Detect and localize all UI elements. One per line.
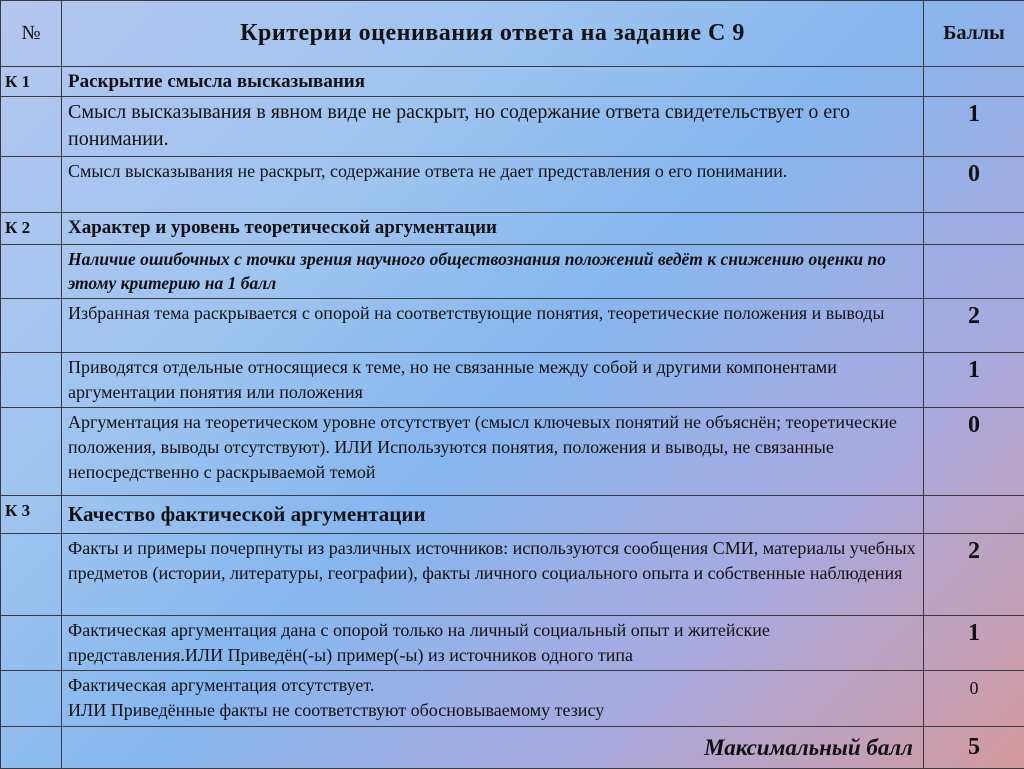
criterion-number (1, 534, 62, 616)
score-cell: 0 (924, 157, 1024, 213)
criterion-number (1, 157, 62, 213)
table-row (1, 496, 1024, 534)
table-row (1, 671, 1024, 727)
criterion-number (1, 97, 62, 157)
score-cell (924, 213, 1024, 245)
criterion-number (1, 408, 62, 496)
criterion-number (1, 616, 62, 671)
max-score-value: 5 (924, 727, 1024, 769)
criterion-number (1, 245, 62, 299)
criterion-description (62, 671, 924, 727)
header-row (1, 1, 1024, 67)
criterion-number: К 2 (1, 213, 62, 245)
table-row (1, 157, 1024, 213)
table-row (1, 534, 1024, 616)
criterion-title: Раскрытие смысла высказывания (62, 67, 924, 97)
max-score-label: Максимальный балл (62, 727, 924, 769)
criterion-number (1, 671, 62, 727)
criterion-description: Смысл высказывания не раскрыт, содержание ответа не дает представления о его понимании. (62, 157, 924, 213)
criterion-note: Наличие ошибочных с точки зрения научного обществознания положений ведёт к снижению оценки по этому критерию на 1 балл (62, 245, 924, 299)
header-score: Баллы (924, 1, 1024, 67)
description-line-2: ИЛИ Приведённые факты не соответствуют обосновываемому тезису (68, 698, 917, 723)
table-row (1, 408, 1024, 496)
score-cell: 0 (924, 408, 1024, 496)
score-cell: 1 (924, 616, 1024, 671)
table-row (1, 245, 1024, 299)
header-num: № (1, 1, 62, 67)
criterion-description: Факты и примеры почерпнуты из различных источников: используются сообщения СМИ, материалы учебных предметов (истории, литературы, географии), факты личного социального опыта и собственные наблюдения (62, 534, 924, 616)
table-row (1, 67, 1024, 97)
criterion-description: Смысл высказывания в явном виде не раскрыт, но содержание ответа свидетельствует о его понимании. (62, 97, 924, 157)
criterion-number (1, 299, 62, 353)
criterion-number: К 3 (1, 496, 62, 534)
criterion-title: Характер и уровень теоретической аргументации (62, 213, 924, 245)
score-cell: 0 (924, 671, 1024, 727)
header-title: Критерии оценивания ответа на задание С 9 (62, 1, 924, 67)
criterion-number: К 1 (1, 67, 62, 97)
score-cell: 2 (924, 534, 1024, 616)
score-cell (924, 496, 1024, 534)
table-row (1, 353, 1024, 408)
criterion-description: Приводятся отдельные относящиеся к теме, но не связанные между собой и другими компонентами аргументации понятия или положения (62, 353, 924, 408)
criterion-description: Избранная тема раскрывается с опорой на соответствующие понятия, теоретические положения и выводы (62, 299, 924, 353)
criterion-description: Фактическая аргументация дана с опорой только на личный социальный опыт и житейские представления.ИЛИ Приведён(-ы) пример(-ы) из источников одного типа (62, 616, 924, 671)
score-cell (924, 67, 1024, 97)
score-cell: 2 (924, 299, 1024, 353)
description-line-1: Фактическая аргументация отсутствует. (68, 673, 917, 698)
table-row (1, 97, 1024, 157)
table-row (1, 213, 1024, 245)
table-row (1, 299, 1024, 353)
score-cell (924, 245, 1024, 299)
score-cell: 1 (924, 353, 1024, 408)
empty-cell (1, 727, 62, 769)
criterion-title: Качество фактической аргументации (62, 496, 924, 534)
criterion-description: Аргументация на теоретическом уровне отсутствует (смысл ключевых понятий не объяснён; теоретические положения, выводы отсутствуют). ИЛИ Используются понятия, положения и выводы, не связанные непосредственно с раскрываемой темой (62, 408, 924, 496)
max-score-row (1, 727, 1024, 769)
criterion-number (1, 353, 62, 408)
table-row (1, 616, 1024, 671)
score-cell: 1 (924, 97, 1024, 157)
